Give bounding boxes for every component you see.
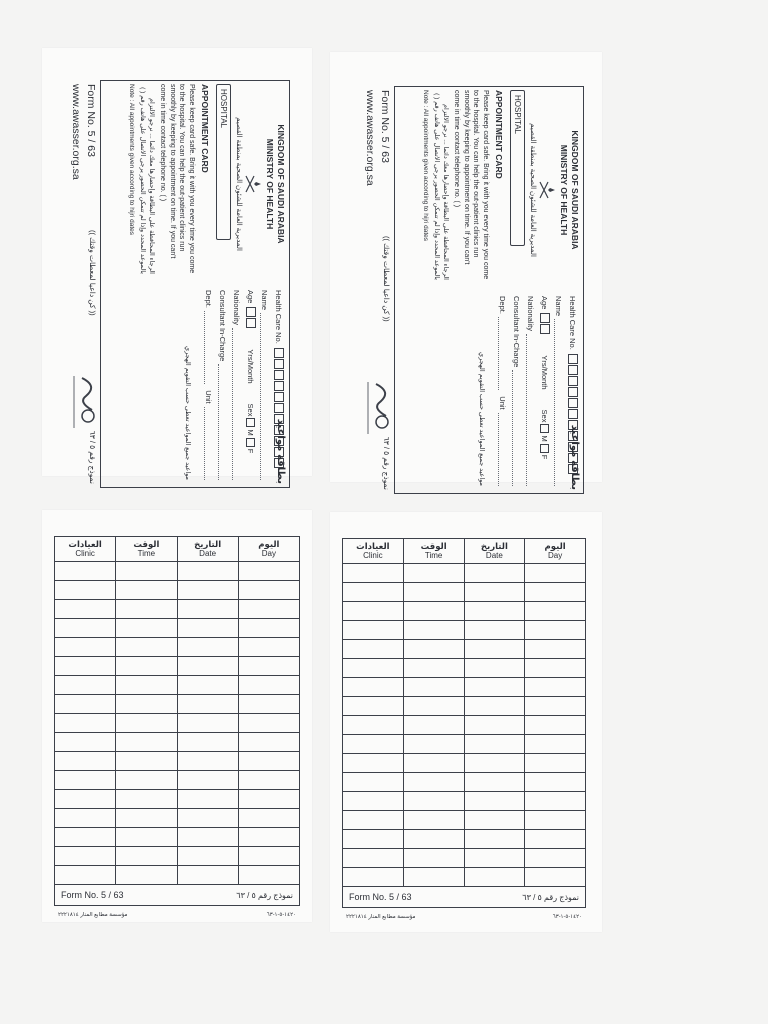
log-cell-day[interactable] (525, 697, 586, 716)
log-cell-time[interactable] (403, 621, 464, 640)
hospital-field[interactable]: HOSPITAL (510, 90, 525, 246)
dept-field[interactable] (202, 290, 216, 480)
log-row (55, 600, 300, 619)
appointment-card-left (66, 80, 290, 488)
log-cell-time[interactable] (116, 676, 177, 695)
log-cell-day[interactable] (525, 602, 586, 621)
log-cell-date[interactable] (177, 828, 238, 847)
name-field[interactable] (552, 296, 566, 486)
log-row (55, 733, 300, 752)
appointment-log-table (342, 538, 586, 887)
kingdom-title: KINGDOM OF SAUDI ARABIA (570, 130, 580, 250)
log-cell-day[interactable] (238, 695, 299, 714)
sex-male-checkbox[interactable] (541, 424, 550, 433)
hijri-note: Note : All appointments given according to hijri dates (128, 84, 135, 236)
log-cell-time[interactable] (116, 619, 177, 638)
printer-name: مؤسسة مطابع المنار ٢٢٢١٨١٤ (346, 914, 416, 920)
log-cell-day[interactable] (525, 659, 586, 678)
form-number: Form No. 5 / 63 (379, 90, 391, 163)
awasser-logo-icon (362, 378, 398, 438)
log-row (343, 754, 586, 773)
log-row (343, 697, 586, 716)
age-label: Age (540, 296, 550, 310)
log-header-row (343, 539, 586, 564)
female-label: F (540, 454, 550, 460)
log-cell-day[interactable] (238, 847, 299, 866)
log-cell-date[interactable] (464, 678, 525, 697)
printer-code: ١٤٢٠-٥-١-٦٣ (266, 912, 296, 918)
log-cell-day[interactable] (525, 849, 586, 868)
log-cell-clinic[interactable] (343, 735, 404, 754)
log-cell-clinic[interactable] (55, 619, 116, 638)
log-cell-day[interactable] (238, 562, 299, 581)
kingdom-title: KINGDOM OF SAUDI ARABIA (276, 124, 286, 244)
log-cell-day[interactable] (238, 866, 299, 885)
log-footer (342, 887, 586, 908)
log-row (55, 581, 300, 600)
arabic-info-text: الرجاء المحافظة على البطاقة وإحضارها معك دائما ... نرجو الالتزام بالموعد المحدد وإذا لم تتمكن الحضور يرجى الاتصال على هاتف رقم ( ) (139, 87, 155, 274)
log-cell-date[interactable] (464, 640, 525, 659)
log-cell-date[interactable] (177, 638, 238, 657)
log-cell-clinic[interactable] (343, 602, 404, 621)
log-cell-time[interactable] (116, 866, 177, 885)
log-cell-clinic[interactable] (343, 754, 404, 773)
log-row (55, 866, 300, 885)
form-number-arabic: نموذج رقم ٥ / ٦٣ (236, 890, 293, 900)
printer-code: ١٤٢٠-٥-١-٦٣ (552, 914, 582, 920)
log-cell-time[interactable] (116, 733, 177, 752)
log-cell-time[interactable] (403, 602, 464, 621)
log-header-row (55, 537, 300, 562)
log-cell-clinic[interactable] (343, 868, 404, 887)
appointment-log-right (342, 538, 586, 920)
date-column-header: التاريخ Date (177, 537, 238, 562)
log-cell-day[interactable] (238, 676, 299, 695)
log-cell-day[interactable] (525, 678, 586, 697)
log-cell-time[interactable] (116, 562, 177, 581)
appointment-card-right (360, 86, 584, 494)
log-cell-day[interactable] (525, 811, 586, 830)
log-row (55, 657, 300, 676)
yrs-month-label: Yrs/Month (540, 355, 550, 390)
consultant-field[interactable] (510, 296, 524, 486)
log-cell-date[interactable] (177, 695, 238, 714)
log-cell-time[interactable] (116, 828, 177, 847)
log-cell-date[interactable] (464, 849, 525, 868)
log-cell-day[interactable] (238, 828, 299, 847)
log-cell-time[interactable] (116, 752, 177, 771)
log-row (55, 847, 300, 866)
dept-field[interactable] (496, 296, 510, 486)
log-cell-date[interactable] (464, 830, 525, 849)
age-field[interactable] (244, 290, 258, 480)
log-cell-date[interactable] (464, 697, 525, 716)
log-cell-clinic[interactable] (55, 866, 116, 885)
log-cell-date[interactable] (177, 790, 238, 809)
date-column-header: التاريخ Date (464, 539, 525, 564)
log-cell-date[interactable] (177, 676, 238, 695)
time-column-header: الوقت Time (116, 537, 177, 562)
log-cell-time[interactable] (403, 640, 464, 659)
log-cell-clinic[interactable] (343, 564, 404, 583)
sex-label: Sex (246, 403, 256, 417)
log-cell-clinic[interactable] (55, 676, 116, 695)
log-cell-day[interactable] (525, 621, 586, 640)
arabic-slogan: (( كن داعيا لمعطات وقتك )) (88, 230, 97, 316)
form-number: Form No. 5 / 63 (349, 892, 412, 902)
ministry-title: MINISTRY OF HEALTH (265, 138, 275, 230)
sex-female-checkbox[interactable] (247, 438, 256, 447)
log-cell-day[interactable] (238, 733, 299, 752)
arabic-org: المديرية العامة للشئون الصحية بمنطقة القصيم (235, 117, 242, 251)
log-row (343, 830, 586, 849)
log-cell-day[interactable] (525, 716, 586, 735)
sex-female-checkbox[interactable] (541, 444, 550, 453)
log-cell-date[interactable] (177, 752, 238, 771)
log-row (343, 659, 586, 678)
log-cell-time[interactable] (116, 771, 177, 790)
log-cell-time[interactable] (116, 581, 177, 600)
log-cell-time[interactable] (403, 811, 464, 830)
arabic-info-left: مواعيد جميع المواعيد تعطى حسب التقويم الهجري (184, 346, 191, 480)
log-cell-time[interactable] (403, 564, 464, 583)
log-cell-clinic[interactable] (343, 621, 404, 640)
log-cell-day[interactable] (238, 752, 299, 771)
time-column-header: الوقت Time (403, 539, 464, 564)
consultant-field[interactable] (216, 290, 230, 480)
log-cell-clinic[interactable] (343, 678, 404, 697)
nationality-label: Nationality (526, 296, 536, 332)
log-cell-time[interactable] (403, 716, 464, 735)
log-row (343, 792, 586, 811)
log-cell-clinic[interactable] (55, 638, 116, 657)
log-cell-time[interactable] (116, 695, 177, 714)
log-cell-date[interactable] (177, 581, 238, 600)
log-cell-time[interactable] (116, 657, 177, 676)
log-cell-clinic[interactable] (55, 828, 116, 847)
log-cell-date[interactable] (177, 847, 238, 866)
log-row (343, 621, 586, 640)
log-cell-date[interactable] (177, 733, 238, 752)
log-row (55, 562, 300, 581)
log-cell-time[interactable] (116, 809, 177, 828)
log-row (343, 868, 586, 887)
log-cell-clinic[interactable] (55, 600, 116, 619)
form-number-arabic: نموذج رقم ٥ / ٦٣ (382, 436, 391, 490)
log-cell-day[interactable] (525, 583, 586, 602)
log-footer (54, 885, 300, 906)
log-cell-day[interactable] (238, 581, 299, 600)
log-cell-date[interactable] (464, 792, 525, 811)
appointment-log-left (54, 536, 300, 918)
log-row (343, 564, 586, 583)
log-row (343, 583, 586, 602)
sex-male-checkbox[interactable] (247, 418, 256, 427)
log-cell-day[interactable] (238, 638, 299, 657)
log-cell-date[interactable] (464, 583, 525, 602)
log-row (55, 676, 300, 695)
log-cell-time[interactable] (116, 847, 177, 866)
log-cell-clinic[interactable] (343, 849, 404, 868)
log-row (343, 811, 586, 830)
log-cell-day[interactable] (525, 640, 586, 659)
log-row (55, 828, 300, 847)
log-cell-clinic[interactable] (343, 830, 404, 849)
name-label: Name (554, 296, 564, 317)
log-cell-clinic[interactable] (55, 562, 116, 581)
log-cell-time[interactable] (116, 714, 177, 733)
log-rows (343, 564, 586, 887)
hijri-note: Note : All appointments given according to hijri dates (422, 90, 429, 242)
appointment-log-table (54, 536, 300, 885)
info-text: Please keep card safe. Bring it with you every time you come to the hospital. You can help the out-patient clinics run smoothly by keeping to appointment on time. If you can't come in time contact telephone no. ( ) (453, 90, 489, 280)
age-label: Age (246, 290, 256, 304)
awasser-logo-icon (68, 372, 104, 432)
log-cell-clinic[interactable] (55, 581, 116, 600)
log-cell-clinic[interactable] (343, 640, 404, 659)
log-cell-day[interactable] (525, 792, 586, 811)
day-column-header: اليوم Day (525, 539, 586, 564)
dept-label: Dept. (498, 296, 508, 314)
log-row (55, 771, 300, 790)
log-row (343, 849, 586, 868)
saudi-emblem-icon (244, 173, 262, 195)
health-care-no-label: Health Care No. (274, 290, 284, 344)
log-cell-date[interactable] (464, 621, 525, 640)
nationality-field[interactable] (230, 290, 244, 480)
log-cell-day[interactable] (238, 600, 299, 619)
log-cell-day[interactable] (525, 868, 586, 887)
log-cell-time[interactable] (116, 600, 177, 619)
log-rows (55, 562, 300, 885)
hospital-field[interactable]: HOSPITAL (216, 84, 231, 240)
log-cell-time[interactable] (403, 659, 464, 678)
name-label: Name (260, 290, 270, 311)
arabic-info-text: الرجاء المحافظة على البطاقة وإحضارها معك دائما ... نرجو الالتزام بالموعد المحدد وإذا لم تتمكن الحضور يرجى الاتصال على هاتف رقم ( ) (433, 93, 449, 280)
day-column-header: اليوم Day (238, 537, 299, 562)
printer-name: مؤسسة مطابع المنار ٢٢٢١٨١٤ (58, 912, 128, 918)
log-cell-date[interactable] (177, 600, 238, 619)
appointment-card-title: APPOINTMENT CARD (200, 84, 210, 173)
website-link[interactable]: www.awasser.org.sa (364, 90, 376, 186)
consultant-label: Consultant In-Charge (218, 290, 228, 362)
log-cell-clinic[interactable] (343, 773, 404, 792)
log-cell-time[interactable] (403, 697, 464, 716)
log-cell-day[interactable] (525, 564, 586, 583)
log-cell-clinic[interactable] (55, 657, 116, 676)
log-row (343, 716, 586, 735)
log-cell-date[interactable] (464, 735, 525, 754)
arabic-slogan: (( كن داعيا لمعطات وقتك )) (382, 236, 391, 322)
log-cell-day[interactable] (238, 714, 299, 733)
log-row (55, 790, 300, 809)
website-link[interactable]: www.awasser.org.sa (70, 84, 82, 180)
log-cell-clinic[interactable] (55, 809, 116, 828)
log-cell-clinic[interactable] (343, 811, 404, 830)
log-cell-date[interactable] (177, 657, 238, 676)
printer-info (342, 914, 586, 920)
unit-label: Unit (498, 396, 508, 410)
log-cell-date[interactable] (177, 714, 238, 733)
log-row (55, 714, 300, 733)
arabic-org: المديرية العامة للشئون الصحية بمنطقة القصيم (529, 123, 536, 257)
log-cell-time[interactable] (403, 830, 464, 849)
form-number-arabic: نموذج رقم ٥ / ٦٣ (522, 892, 579, 902)
log-cell-date[interactable] (177, 866, 238, 885)
log-cell-day[interactable] (238, 657, 299, 676)
log-cell-clinic[interactable] (55, 752, 116, 771)
arabic-card-title: بطاقة مواعيد (569, 424, 580, 490)
log-row (55, 752, 300, 771)
log-cell-date[interactable] (464, 754, 525, 773)
log-cell-date[interactable] (177, 562, 238, 581)
log-row (55, 695, 300, 714)
name-field[interactable] (258, 290, 272, 480)
log-cell-time[interactable] (116, 638, 177, 657)
log-cell-time[interactable] (403, 754, 464, 773)
info-text: Please keep card safe. Bring it with you every time you come to the hospital. You can help the out-patient clinics run smoothly by keeping to appointment on time. If you can't come in time contact telephone no. ( ) (159, 84, 195, 274)
health-care-no-label: Health Care No. (568, 296, 578, 350)
log-cell-clinic[interactable] (343, 659, 404, 678)
form-number-arabic: نموذج رقم ٥ / ٦٣ (88, 430, 97, 484)
arabic-info-left: مواعيد جميع المواعيد تعطى حسب التقويم الهجري (478, 352, 485, 486)
log-cell-date[interactable] (464, 564, 525, 583)
male-label: M (540, 435, 550, 442)
log-cell-day[interactable] (238, 790, 299, 809)
yrs-month-label: Yrs/Month (246, 349, 256, 384)
log-row (343, 678, 586, 697)
log-cell-day[interactable] (238, 809, 299, 828)
unit-label: Unit (204, 390, 214, 404)
nationality-label: Nationality (232, 290, 242, 326)
clinic-column-header: العيادات Clinic (55, 537, 116, 562)
log-cell-clinic[interactable] (343, 792, 404, 811)
log-cell-time[interactable] (403, 849, 464, 868)
ministry-title: MINISTRY OF HEALTH (559, 144, 569, 236)
sex-label: Sex (540, 409, 550, 423)
log-cell-clinic[interactable] (55, 847, 116, 866)
consultant-label: Consultant In-Charge (512, 296, 522, 368)
log-cell-clinic[interactable] (55, 790, 116, 809)
log-cell-time[interactable] (403, 773, 464, 792)
log-cell-date[interactable] (177, 771, 238, 790)
log-cell-time[interactable] (403, 678, 464, 697)
log-row (55, 619, 300, 638)
log-cell-day[interactable] (525, 735, 586, 754)
log-cell-day[interactable] (238, 771, 299, 790)
dept-label: Dept. (204, 290, 214, 308)
log-cell-date[interactable] (464, 602, 525, 621)
saudi-emblem-icon (538, 179, 556, 201)
log-cell-date[interactable] (464, 811, 525, 830)
log-row (55, 638, 300, 657)
log-row (343, 640, 586, 659)
log-row (343, 735, 586, 754)
log-cell-date[interactable] (177, 809, 238, 828)
log-cell-clinic[interactable] (55, 733, 116, 752)
log-cell-date[interactable] (177, 619, 238, 638)
log-cell-clinic[interactable] (343, 716, 404, 735)
arabic-card-title: بطاقة مواعيد (275, 418, 286, 484)
age-field[interactable] (538, 296, 552, 486)
log-cell-day[interactable] (525, 754, 586, 773)
log-cell-clinic[interactable] (55, 771, 116, 790)
log-cell-date[interactable] (464, 773, 525, 792)
log-cell-time[interactable] (403, 583, 464, 602)
appointment-card-title: APPOINTMENT CARD (494, 90, 504, 179)
log-cell-date[interactable] (464, 868, 525, 887)
log-cell-date[interactable] (464, 659, 525, 678)
log-cell-clinic[interactable] (55, 695, 116, 714)
log-cell-day[interactable] (238, 619, 299, 638)
log-cell-day[interactable] (525, 830, 586, 849)
log-cell-clinic[interactable] (343, 583, 404, 602)
male-label: M (246, 429, 256, 436)
log-cell-time[interactable] (403, 792, 464, 811)
log-cell-clinic[interactable] (343, 697, 404, 716)
form-number: Form No. 5 / 63 (85, 84, 97, 157)
clinic-column-header: العيادات Clinic (343, 539, 404, 564)
log-cell-time[interactable] (116, 790, 177, 809)
form-number: Form No. 5 / 63 (61, 890, 124, 900)
log-cell-day[interactable] (525, 773, 586, 792)
log-cell-time[interactable] (403, 735, 464, 754)
log-row (343, 602, 586, 621)
log-row (55, 809, 300, 828)
printer-info (54, 912, 300, 918)
nationality-field[interactable] (524, 296, 538, 486)
log-cell-time[interactable] (403, 868, 464, 887)
female-label: F (246, 448, 256, 454)
log-cell-clinic[interactable] (55, 714, 116, 733)
log-cell-date[interactable] (464, 716, 525, 735)
log-row (343, 773, 586, 792)
